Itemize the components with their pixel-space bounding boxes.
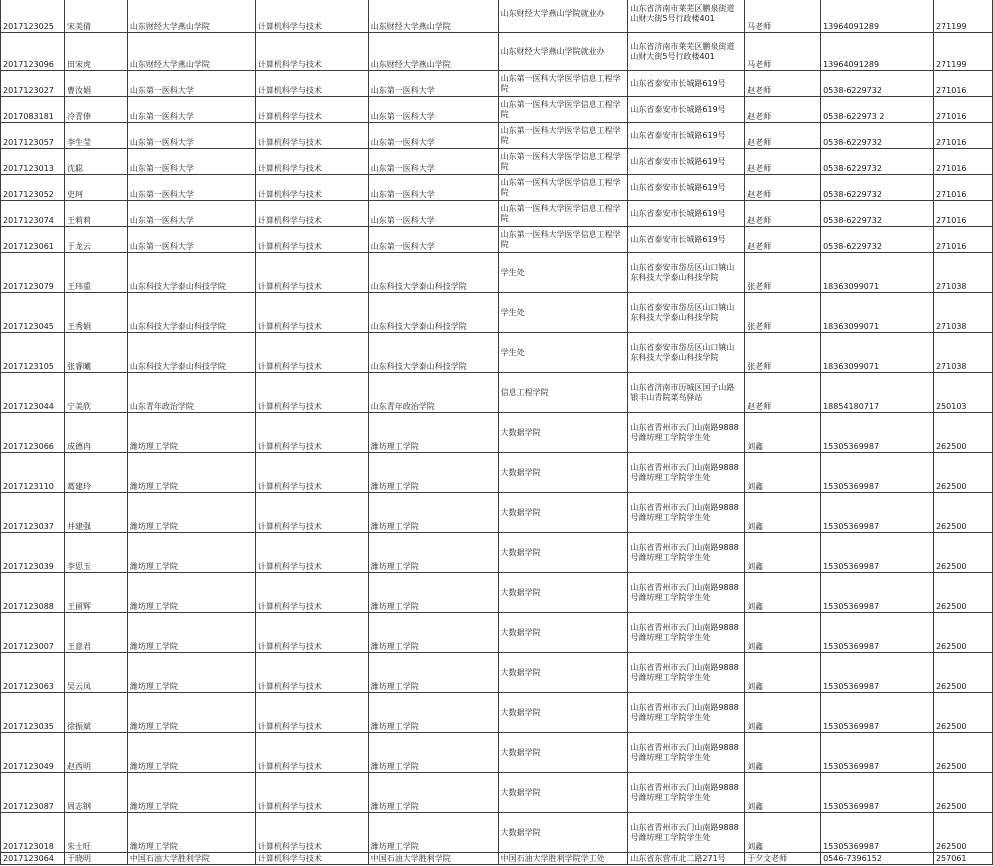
school-cell: 山东财经大学燕山学院 bbox=[127, 0, 255, 33]
major-cell: 计算机科学与技术 bbox=[255, 653, 368, 693]
student-id-cell: 2017123057 bbox=[1, 123, 65, 149]
unit-cell: 山东财经大学燕山学院 bbox=[368, 33, 498, 71]
student-name-cell: 张睿曦 bbox=[64, 333, 127, 373]
contact-person-cell: 马老师 bbox=[745, 0, 821, 33]
major-cell: 计算机科学与技术 bbox=[255, 71, 368, 97]
student-id-cell: 2017123061 bbox=[1, 227, 65, 253]
postcode-cell: 262500 bbox=[933, 493, 992, 533]
major-cell: 计算机科学与技术 bbox=[255, 373, 368, 413]
phone-cell: 15305369987 bbox=[821, 773, 934, 813]
contact-person-cell: 刘鑫 bbox=[745, 693, 821, 733]
major-cell: 计算机科学与技术 bbox=[255, 413, 368, 453]
address-cell: 山东省青州市云门山南路9888号潍坊理工学院学生处 bbox=[628, 653, 745, 693]
table-row bbox=[1, 0, 993, 33]
phone-cell: 15305369987 bbox=[821, 493, 934, 533]
major-cell: 计算机科学与技术 bbox=[255, 0, 368, 33]
phone-cell: 0538-6229732 bbox=[821, 123, 934, 149]
phone-cell: 15305369987 bbox=[821, 533, 934, 573]
postcode-cell: 250103 bbox=[933, 373, 992, 413]
phone-cell: 18363099071 bbox=[821, 333, 934, 373]
contact-person-cell: 赵老师 bbox=[745, 123, 821, 149]
major-cell: 计算机科学与技术 bbox=[255, 493, 368, 533]
phone-cell: 15305369987 bbox=[821, 733, 934, 773]
school-cell: 潍坊理工学院 bbox=[127, 613, 255, 653]
address-cell: 山东省泰安市长城路619号 bbox=[628, 71, 745, 97]
student-id-cell: 2017123066 bbox=[1, 413, 65, 453]
office-cell: 山东财经大学燕山学院就业办 bbox=[498, 0, 628, 33]
address-cell: 山东省泰安市长城路619号 bbox=[628, 175, 745, 201]
address-cell: 山东省青州市云门山南路9888号潍坊理工学院学生处 bbox=[628, 493, 745, 533]
contact-person-cell: 赵老师 bbox=[745, 175, 821, 201]
major-cell: 计算机科学与技术 bbox=[255, 201, 368, 227]
student-id-cell: 2017123088 bbox=[1, 573, 65, 613]
address-cell: 山东省青州市云门山南路9888号潍坊理工学院学生处 bbox=[628, 573, 745, 613]
table-row bbox=[1, 149, 993, 175]
postcode-cell: 262500 bbox=[933, 733, 992, 773]
contact-person-cell: 刘鑫 bbox=[745, 813, 821, 853]
major-cell: 计算机科学与技术 bbox=[255, 227, 368, 253]
student-name-cell: 冷青俸 bbox=[64, 97, 127, 123]
student-id-cell: 2017123013 bbox=[1, 149, 65, 175]
student-name-cell: 史珂 bbox=[64, 175, 127, 201]
office-cell: 山东财经大学燕山学院就业办 bbox=[498, 33, 628, 71]
unit-cell: 潍坊理工学院 bbox=[368, 453, 498, 493]
phone-cell: 0546-7396152 bbox=[821, 853, 934, 865]
postcode-cell: 271038 bbox=[933, 253, 992, 293]
table-row bbox=[1, 253, 993, 293]
table-row bbox=[1, 733, 993, 773]
student-id-cell: 2017123063 bbox=[1, 653, 65, 693]
contact-person-cell: 刘鑫 bbox=[745, 453, 821, 493]
school-cell: 山东第一医科大学 bbox=[127, 201, 255, 227]
phone-cell: 0538-6229732 bbox=[821, 227, 934, 253]
contact-person-cell: 张老师 bbox=[745, 293, 821, 333]
school-cell: 山东科技大学泰山科技学院 bbox=[127, 333, 255, 373]
table-row bbox=[1, 201, 993, 227]
contact-person-cell: 马老师 bbox=[745, 33, 821, 71]
school-cell: 潍坊理工学院 bbox=[127, 493, 255, 533]
contact-person-cell: 刘鑫 bbox=[745, 493, 821, 533]
student-name-cell: 于晓明 bbox=[64, 853, 127, 865]
student-id-cell: 2017123018 bbox=[1, 813, 65, 853]
contact-person-cell: 张老师 bbox=[745, 253, 821, 293]
major-cell: 计算机科学与技术 bbox=[255, 149, 368, 175]
phone-cell: 0538-622973 2 bbox=[821, 97, 934, 123]
student-name-cell: 王玮重 bbox=[64, 253, 127, 293]
school-cell: 山东第一医科大学 bbox=[127, 149, 255, 175]
phone-cell: 18854180717 bbox=[821, 373, 934, 413]
phone-cell: 15305369987 bbox=[821, 453, 934, 493]
office-cell: 大数据学院 bbox=[498, 573, 628, 613]
school-cell: 山东第一医科大学 bbox=[127, 71, 255, 97]
unit-cell: 山东第一医科大学 bbox=[368, 201, 498, 227]
school-cell: 潍坊理工学院 bbox=[127, 533, 255, 573]
table-row bbox=[1, 453, 993, 493]
contact-person-cell: 张老师 bbox=[745, 333, 821, 373]
school-cell: 潍坊理工学院 bbox=[127, 413, 255, 453]
major-cell: 计算机科学与技术 bbox=[255, 253, 368, 293]
office-cell: 山东第一医科大学医学信息工程学院 bbox=[498, 123, 628, 149]
major-cell: 计算机科学与技术 bbox=[255, 693, 368, 733]
address-cell: 山东省青州市云门山南路9888号潍坊理工学院学生处 bbox=[628, 613, 745, 653]
phone-cell: 15305369987 bbox=[821, 813, 934, 853]
office-cell: 大数据学院 bbox=[498, 693, 628, 733]
unit-cell: 潍坊理工学院 bbox=[368, 653, 498, 693]
student-id-cell: 2017123087 bbox=[1, 773, 65, 813]
postcode-cell: 271016 bbox=[933, 123, 992, 149]
office-cell: 信息工程学院 bbox=[498, 373, 628, 413]
address-cell: 山东省济南市莱芜区鹏泉街道山财大街5号行政楼401 bbox=[628, 33, 745, 71]
postcode-cell: 271016 bbox=[933, 97, 992, 123]
table-row bbox=[1, 33, 993, 71]
unit-cell: 潍坊理工学院 bbox=[368, 413, 498, 453]
unit-cell: 潍坊理工学院 bbox=[368, 573, 498, 613]
phone-cell: 18363099071 bbox=[821, 293, 934, 333]
address-cell: 山东省泰安市岱岳区山口镇山东科技大学泰山科技学院 bbox=[628, 293, 745, 333]
table-row bbox=[1, 227, 993, 253]
major-cell: 计算机科学与技术 bbox=[255, 175, 368, 201]
school-cell: 中国石油大学胜利学院 bbox=[127, 853, 255, 865]
office-cell: 山东第一医科大学医学信息工程学院 bbox=[498, 201, 628, 227]
address-cell: 山东省青州市云门山南路9888号潍坊理工学院学生处 bbox=[628, 813, 745, 853]
student-id-cell: 2017123039 bbox=[1, 533, 65, 573]
school-cell: 潍坊理工学院 bbox=[127, 813, 255, 853]
phone-cell: 15305369987 bbox=[821, 693, 934, 733]
student-id-cell: 2017123007 bbox=[1, 613, 65, 653]
table-row bbox=[1, 773, 993, 813]
student-id-cell: 2017123027 bbox=[1, 71, 65, 97]
major-cell: 计算机科学与技术 bbox=[255, 33, 368, 71]
student-name-cell: 王留辉 bbox=[64, 573, 127, 613]
student-id-cell: 2017123044 bbox=[1, 373, 65, 413]
office-cell: 山东第一医科大学医学信息工程学院 bbox=[498, 97, 628, 123]
contact-person-cell: 于夕文老师 bbox=[745, 853, 821, 865]
school-cell: 山东第一医科大学 bbox=[127, 175, 255, 201]
postcode-cell: 262500 bbox=[933, 653, 992, 693]
unit-cell: 山东第一医科大学 bbox=[368, 149, 498, 175]
unit-cell: 中国石油大学胜利学院 bbox=[368, 853, 498, 865]
unit-cell: 山东第一医科大学 bbox=[368, 227, 498, 253]
student-name-cell: 宁美欣 bbox=[64, 373, 127, 413]
office-cell: 山东第一医科大学医学信息工程学院 bbox=[498, 227, 628, 253]
postcode-cell: 262500 bbox=[933, 773, 992, 813]
phone-cell: 0538-6229732 bbox=[821, 175, 934, 201]
office-cell: 中国石油大学胜利学院学工处 bbox=[498, 853, 628, 865]
postcode-cell: 262500 bbox=[933, 573, 992, 613]
unit-cell: 山东第一医科大学 bbox=[368, 97, 498, 123]
phone-cell: 18363099071 bbox=[821, 253, 934, 293]
office-cell: 学生处 bbox=[498, 253, 628, 293]
school-cell: 山东科技大学泰山科技学院 bbox=[127, 253, 255, 293]
contact-person-cell: 刘鑫 bbox=[745, 773, 821, 813]
unit-cell: 山东第一医科大学 bbox=[368, 71, 498, 97]
postcode-cell: 271016 bbox=[933, 71, 992, 97]
table-row bbox=[1, 613, 993, 653]
student-id-cell: 2017123052 bbox=[1, 175, 65, 201]
student-name-cell: 葛建玲 bbox=[64, 453, 127, 493]
table-row bbox=[1, 97, 993, 123]
office-cell: 大数据学院 bbox=[498, 813, 628, 853]
office-cell: 山东第一医科大学医学信息工程学院 bbox=[498, 71, 628, 97]
table-row bbox=[1, 71, 993, 97]
table-row bbox=[1, 533, 993, 573]
postcode-cell: 262500 bbox=[933, 693, 992, 733]
student-id-cell: 2017123105 bbox=[1, 333, 65, 373]
student-id-cell: 2017123110 bbox=[1, 453, 65, 493]
address-cell: 山东省青州市云门山南路9888号潍坊理工学院学生处 bbox=[628, 773, 745, 813]
table-row bbox=[1, 653, 993, 693]
student-id-cell: 2017123079 bbox=[1, 253, 65, 293]
student-name-cell: 李生莹 bbox=[64, 123, 127, 149]
postcode-cell: 262500 bbox=[933, 453, 992, 493]
student-id-cell: 2017123096 bbox=[1, 33, 65, 71]
office-cell: 大数据学院 bbox=[498, 653, 628, 693]
student-name-cell: 李思玉 bbox=[64, 533, 127, 573]
major-cell: 计算机科学与技术 bbox=[255, 293, 368, 333]
student-name-cell: 宋美倩 bbox=[64, 0, 127, 33]
address-cell: 山东省泰安市岱岳区山口镇山东科技大学泰山科技学院 bbox=[628, 253, 745, 293]
contact-person-cell: 刘鑫 bbox=[745, 573, 821, 613]
postcode-cell: 271016 bbox=[933, 227, 992, 253]
student-id-cell: 2017123064 bbox=[1, 853, 65, 865]
major-cell: 计算机科学与技术 bbox=[255, 613, 368, 653]
student-name-cell: 沈聪 bbox=[64, 149, 127, 175]
major-cell: 计算机科学与技术 bbox=[255, 123, 368, 149]
unit-cell: 潍坊理工学院 bbox=[368, 773, 498, 813]
contact-person-cell: 刘鑫 bbox=[745, 413, 821, 453]
address-cell: 山东省泰安市岱岳区山口镇山东科技大学泰山科技学院 bbox=[628, 333, 745, 373]
unit-cell: 山东第一医科大学 bbox=[368, 175, 498, 201]
office-cell: 大数据学院 bbox=[498, 453, 628, 493]
unit-cell: 山东青年政治学院 bbox=[368, 373, 498, 413]
unit-cell: 山东科技大学泰山科技学院 bbox=[368, 293, 498, 333]
address-cell: 山东省青州市云门山南路9888号潍坊理工学院学生处 bbox=[628, 453, 745, 493]
office-cell: 大数据学院 bbox=[498, 533, 628, 573]
major-cell: 计算机科学与技术 bbox=[255, 333, 368, 373]
school-cell: 潍坊理工学院 bbox=[127, 733, 255, 773]
phone-cell: 0538-6229732 bbox=[821, 149, 934, 175]
phone-cell: 15305369987 bbox=[821, 653, 934, 693]
postcode-cell: 271016 bbox=[933, 175, 992, 201]
student-id-cell: 2017083181 bbox=[1, 97, 65, 123]
school-cell: 潍坊理工学院 bbox=[127, 573, 255, 613]
office-cell: 山东第一医科大学医学信息工程学院 bbox=[498, 149, 628, 175]
phone-cell: 13964091289 bbox=[821, 33, 934, 71]
student-name-cell: 于龙云 bbox=[64, 227, 127, 253]
address-cell: 山东省青州市云门山南路9888号潍坊理工学院学生处 bbox=[628, 693, 745, 733]
contact-person-cell: 赵老师 bbox=[745, 373, 821, 413]
phone-cell: 0538-6229732 bbox=[821, 201, 934, 227]
student-id-cell: 2017123025 bbox=[1, 0, 65, 33]
office-cell: 大数据学院 bbox=[498, 413, 628, 453]
address-cell: 山东省青州市云门山南路9888号潍坊理工学院学生处 bbox=[628, 733, 745, 773]
postcode-cell: 262500 bbox=[933, 413, 992, 453]
phone-cell: 15305369987 bbox=[821, 413, 934, 453]
contact-person-cell: 刘鑫 bbox=[745, 733, 821, 773]
school-cell: 山东第一医科大学 bbox=[127, 123, 255, 149]
address-cell: 山东省济南市莱芜区鹏泉街道山财大街5号行政楼401 bbox=[628, 0, 745, 33]
table-row bbox=[1, 813, 993, 853]
student-id-cell: 2017123035 bbox=[1, 693, 65, 733]
school-cell: 潍坊理工学院 bbox=[127, 453, 255, 493]
student-name-cell: 成德冉 bbox=[64, 413, 127, 453]
contact-person-cell: 刘鑫 bbox=[745, 653, 821, 693]
office-cell: 学生处 bbox=[498, 293, 628, 333]
address-cell: 山东省泰安市长城路619号 bbox=[628, 149, 745, 175]
postcode-cell: 271038 bbox=[933, 293, 992, 333]
postcode-cell: 271016 bbox=[933, 201, 992, 227]
student-name-cell: 赵西明 bbox=[64, 733, 127, 773]
table-row bbox=[1, 123, 993, 149]
unit-cell: 山东财经大学燕山学院 bbox=[368, 0, 498, 33]
contact-person-cell: 赵老师 bbox=[745, 71, 821, 97]
office-cell: 学生处 bbox=[498, 333, 628, 373]
major-cell: 计算机科学与技术 bbox=[255, 813, 368, 853]
address-cell: 山东省济南市历城区国子山路银丰山青院菜鸟驿站 bbox=[628, 373, 745, 413]
unit-cell: 潍坊理工学院 bbox=[368, 493, 498, 533]
school-cell: 潍坊理工学院 bbox=[127, 653, 255, 693]
student-name-cell: 王意君 bbox=[64, 613, 127, 653]
student-name-cell: 曹汝娟 bbox=[64, 71, 127, 97]
school-cell: 山东科技大学泰山科技学院 bbox=[127, 293, 255, 333]
major-cell: 计算机科学与技术 bbox=[255, 97, 368, 123]
major-cell: 计算机科学与技术 bbox=[255, 853, 368, 865]
student-id-cell: 2017123049 bbox=[1, 733, 65, 773]
phone-cell: 15305369987 bbox=[821, 613, 934, 653]
postcode-cell: 271038 bbox=[933, 333, 992, 373]
office-cell: 山东第一医科大学医学信息工程学院 bbox=[498, 175, 628, 201]
unit-cell: 潍坊理工学院 bbox=[368, 693, 498, 733]
table-row bbox=[1, 175, 993, 201]
student-id-cell: 2017123037 bbox=[1, 493, 65, 533]
student-name-cell: 王莉莉 bbox=[64, 201, 127, 227]
school-cell: 山东财经大学燕山学院 bbox=[127, 33, 255, 71]
student-name-cell: 朱士旺 bbox=[64, 813, 127, 853]
contact-person-cell: 刘鑫 bbox=[745, 533, 821, 573]
unit-cell: 潍坊理工学院 bbox=[368, 733, 498, 773]
address-cell: 山东省东营市北二路271号 bbox=[628, 853, 745, 865]
table-row bbox=[1, 493, 993, 533]
postcode-cell: 262500 bbox=[933, 613, 992, 653]
contact-person-cell: 赵老师 bbox=[745, 227, 821, 253]
major-cell: 计算机科学与技术 bbox=[255, 733, 368, 773]
school-cell: 山东第一医科大学 bbox=[127, 227, 255, 253]
office-cell: 大数据学院 bbox=[498, 493, 628, 533]
table-row bbox=[1, 693, 993, 733]
student-id-cell: 2017123074 bbox=[1, 201, 65, 227]
table-row bbox=[1, 413, 993, 453]
address-cell: 山东省青州市云门山南路9888号潍坊理工学院学生处 bbox=[628, 533, 745, 573]
unit-cell: 山东科技大学泰山科技学院 bbox=[368, 333, 498, 373]
postcode-cell: 271199 bbox=[933, 0, 992, 33]
address-cell: 山东省青州市云门山南路9888号潍坊理工学院学生处 bbox=[628, 413, 745, 453]
contact-person-cell: 刘鑫 bbox=[745, 613, 821, 653]
phone-cell: 13964091289 bbox=[821, 0, 934, 33]
unit-cell: 潍坊理工学院 bbox=[368, 613, 498, 653]
student-id-cell: 2017123045 bbox=[1, 293, 65, 333]
school-cell: 山东第一医科大学 bbox=[127, 97, 255, 123]
address-cell: 山东省泰安市长城路619号 bbox=[628, 97, 745, 123]
major-cell: 计算机科学与技术 bbox=[255, 453, 368, 493]
address-cell: 山东省泰安市长城路619号 bbox=[628, 123, 745, 149]
school-cell: 潍坊理工学院 bbox=[127, 773, 255, 813]
contact-person-cell: 赵老师 bbox=[745, 149, 821, 175]
table-row bbox=[1, 373, 993, 413]
student-name-cell: 吴云凤 bbox=[64, 653, 127, 693]
postcode-cell: 271016 bbox=[933, 149, 992, 175]
student-name-cell: 周志钢 bbox=[64, 773, 127, 813]
major-cell: 计算机科学与技术 bbox=[255, 773, 368, 813]
postcode-cell: 262500 bbox=[933, 533, 992, 573]
major-cell: 计算机科学与技术 bbox=[255, 533, 368, 573]
postcode-cell: 257061 bbox=[933, 853, 992, 865]
student-name-cell: 田宋虎 bbox=[64, 33, 127, 71]
student-name-cell: 井建强 bbox=[64, 493, 127, 533]
postcode-cell: 271199 bbox=[933, 33, 992, 71]
student-name-cell: 王秀娟 bbox=[64, 293, 127, 333]
address-cell: 山东省泰安市长城路619号 bbox=[628, 201, 745, 227]
office-cell: 大数据学院 bbox=[498, 733, 628, 773]
table-row bbox=[1, 333, 993, 373]
contact-person-cell: 赵老师 bbox=[745, 97, 821, 123]
table-row bbox=[1, 293, 993, 333]
unit-cell: 潍坊理工学院 bbox=[368, 533, 498, 573]
address-cell: 山东省泰安市长城路619号 bbox=[628, 227, 745, 253]
contact-person-cell: 赵老师 bbox=[745, 201, 821, 227]
student-name-cell: 徐振斌 bbox=[64, 693, 127, 733]
postcode-cell: 262500 bbox=[933, 813, 992, 853]
table-row bbox=[1, 573, 993, 613]
phone-cell: 15305369987 bbox=[821, 573, 934, 613]
unit-cell: 潍坊理工学院 bbox=[368, 813, 498, 853]
phone-cell: 0538-6229732 bbox=[821, 71, 934, 97]
unit-cell: 山东科技大学泰山科技学院 bbox=[368, 253, 498, 293]
office-cell: 大数据学院 bbox=[498, 773, 628, 813]
major-cell: 计算机科学与技术 bbox=[255, 573, 368, 613]
table-row bbox=[1, 853, 993, 865]
school-cell: 潍坊理工学院 bbox=[127, 693, 255, 733]
unit-cell: 山东第一医科大学 bbox=[368, 123, 498, 149]
office-cell: 大数据学院 bbox=[498, 613, 628, 653]
school-cell: 山东青年政治学院 bbox=[127, 373, 255, 413]
